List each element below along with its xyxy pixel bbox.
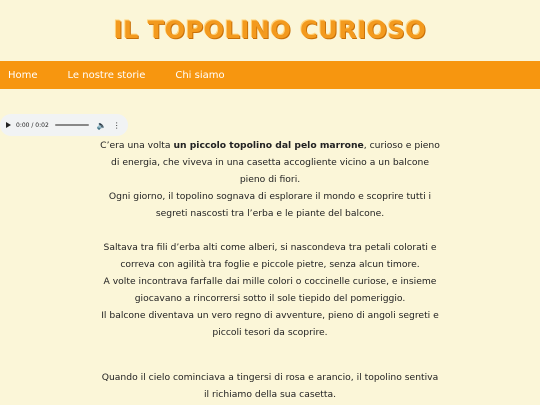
story-paragraph-1 [98, 137, 442, 188]
story-paragraph-3: Saltava tra fili d’erba alti come alberi, si nascondeva tra petali colorati e correva con agilità tra foglie e piccole pietre, senza alcun timore. [103, 242, 437, 270]
nav-le-nostre-storie[interactable]: Le nostre storie [67, 69, 146, 81]
audio-progress-track[interactable] [55, 124, 89, 126]
more-options-icon[interactable]: ⋮ [112, 120, 121, 130]
story-paragraph-6: Quando il cielo cominciava a tingersi di rosa e arancio, il topolino sentiva il richiamo della sua casetta. [101, 372, 439, 400]
nav-home[interactable]: Home [8, 69, 38, 81]
story-paragraph-2: Ogni giorno, il topolino sognava di esplorare il mondo e scoprire tutti i segreti nascosti tra l’erba e le piante del balcone. [108, 191, 432, 219]
story-p1-bold: un piccolo topolino dal pelo marrone [173, 140, 364, 151]
story-p1-start: C’era una volta [100, 140, 174, 151]
play-icon[interactable] [6, 122, 11, 128]
site-title: IL TOPOLINO CURIOSO [113, 16, 427, 44]
story-paragraph-4: A volte incontrava farfalle dai mille colori o coccinelle curiose, e insieme giocavano a rincorrersi sotto il sole tiepido del pomeriggio. [103, 276, 437, 304]
main-navbar [0, 61, 540, 89]
story-p1-end: , curioso e pieno di energia, che viveva in una casetta accogliente vicino a un balcone pieno di fiori. [111, 140, 440, 185]
story-text [98, 137, 442, 403]
audio-time: 0:00 / 0:02 [16, 121, 49, 129]
volume-icon[interactable]: 🔈 [96, 120, 107, 130]
audio-player [0, 114, 128, 136]
nav-chi-siamo[interactable]: Chi siamo [175, 69, 225, 81]
story-paragraph-5: Il balcone diventava un vero regno di avventure, pieno di angoli segreti e piccoli tesori da scoprire. [101, 310, 439, 338]
